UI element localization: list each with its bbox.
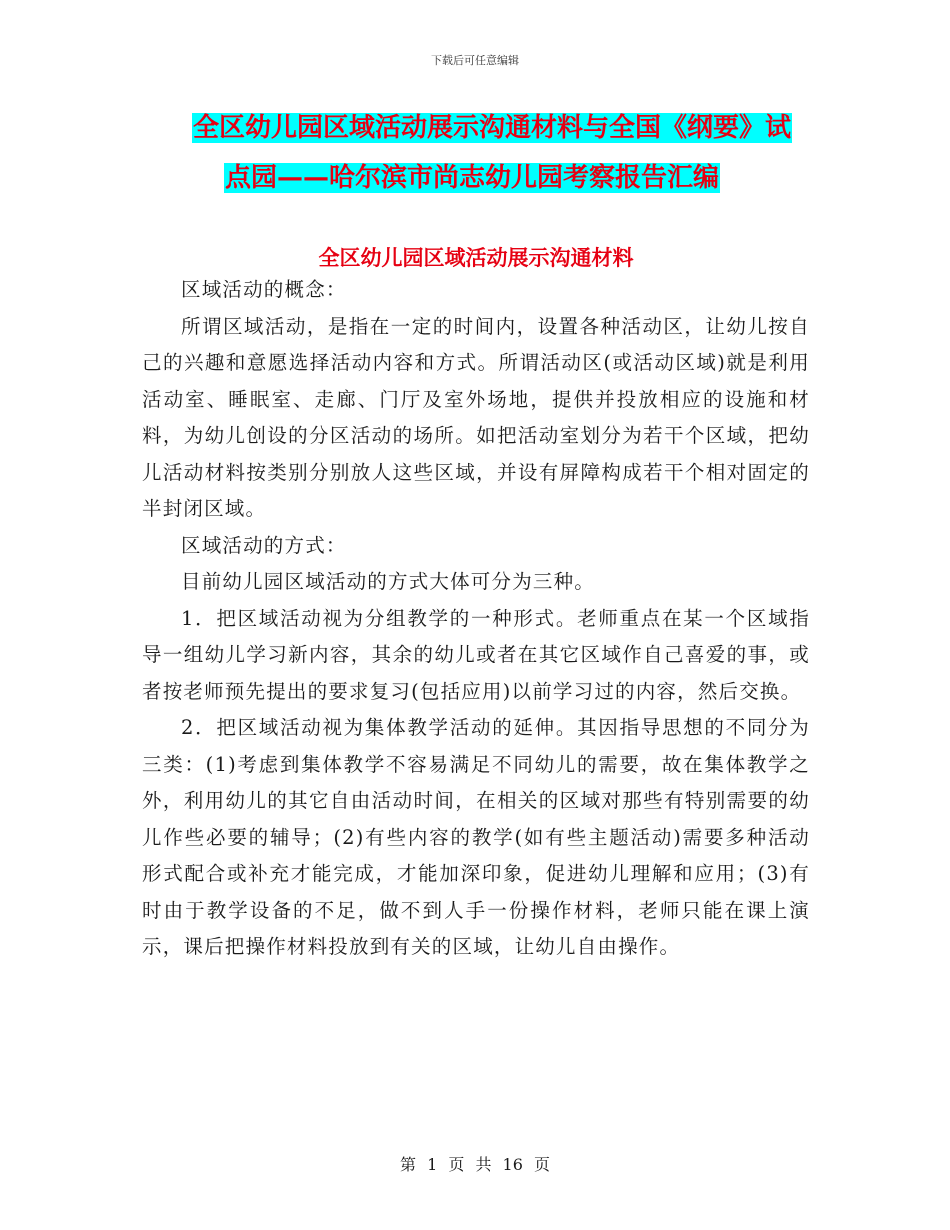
page-number-footer: 第 1 页 共 16 页 bbox=[400, 1155, 550, 1174]
document-title-line-2-text: 点园——哈尔滨市尚志幼儿园考察报告汇编 bbox=[225, 163, 720, 193]
section-title: 全区幼儿园区域活动展示沟通材料 bbox=[318, 246, 634, 270]
document-body bbox=[142, 272, 810, 966]
document-title bbox=[142, 108, 810, 198]
paragraph-method-2: 2．把区域活动视为集体教学活动的延伸。其因指导思想的不同分为三类：(1)考虑到集体教学不容易满足不同幼儿的需要，故在集体教学之外，利用幼儿的其它自由活动时间，在相关的区域对那些有特别需要的幼儿作些必要的辅导；(2)有些内容的教学(如有些主题活动)需要多种活动形式配合或补充才能完成，才能加深印象，促进幼儿理解和应用；(3)有时由于教学设备的不足，做不到人手一份操作材料，老师只能在课上演示，课后把操作材料投放到有关的区域，让幼儿自由操作。 bbox=[142, 716, 810, 958]
document-title-line-1 bbox=[142, 108, 810, 148]
paragraph-concept-heading: 区域活动的概念： bbox=[181, 278, 347, 301]
paragraph-method-1: 1．把区域活动视为分组教学的一种形式。老师重点在某一个区域指导一组幼儿学习新内容，其余的幼儿或者在其它区域作自己喜爱的事，或者按老师预先提出的要求复习(包括应用)以前学习过的内容，然后交换。 bbox=[142, 606, 810, 703]
paragraph-methods-heading: 区域活动的方式： bbox=[181, 533, 347, 557]
page-header-note: 下载后可任意编辑 bbox=[431, 54, 519, 67]
paragraph-methods-intro: 目前幼儿园区域活动的方式大体可分为三种。 bbox=[181, 570, 596, 593]
document-title-line-2 bbox=[142, 158, 810, 198]
paragraph-concept-definition: 所谓区域活动，是指在一定的时间内，设置各种活动区，让幼儿按自己的兴趣和意愿选择活动内容和方式。所谓活动区(或活动区域)就是利用活动室、睡眠室、走廊、门厅及室外场地，提供并投放相应的设施和材料，为幼儿创设的分区活动的场所。如把活动室划分为若干个区域，把幼儿活动材料按类别分别放人这些区域，并设有屏障构成若干个相对固定的半封闭区域。 bbox=[142, 314, 810, 520]
document-title-line-1-text: 全区幼儿园区域活动展示沟通材料与全国《纲要》试 bbox=[193, 113, 792, 143]
